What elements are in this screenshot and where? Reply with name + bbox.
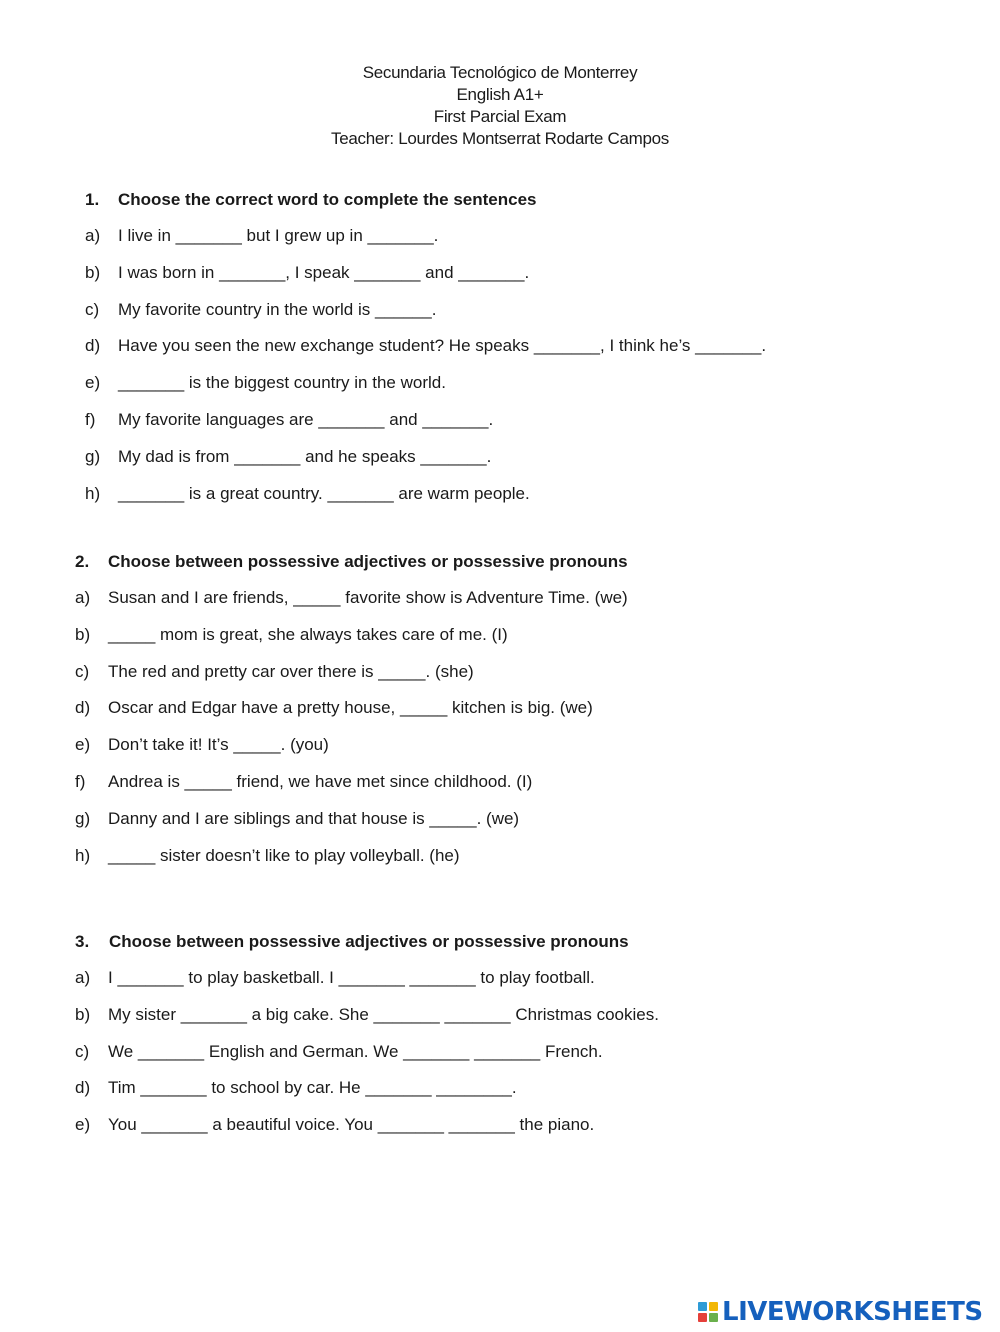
- exam-title: First Parcial Exam: [433, 107, 567, 126]
- question-item: [85, 370, 536, 407]
- item-text: _______ is a great country. _______ are warm people.: [118, 483, 530, 503]
- question-list: [75, 585, 628, 879]
- liveworksheets-logo-icon: [698, 1302, 718, 1322]
- item-text: I _______ to play basketball. I _______ _______ to play football.: [108, 968, 595, 987]
- item-text: Susan and I are friends, _____ favorite show is Adventure Time. (we): [108, 588, 628, 607]
- question-item: [75, 585, 628, 622]
- item-text: Have you seen the new exchange student? He speaks _______, I think he’s _______.: [118, 336, 767, 356]
- question-item: [75, 622, 628, 659]
- item-text: You _______ a beautiful voice. You _______ _______ the piano.: [108, 1115, 595, 1135]
- item-text: I live in _______ but I grew up in _______.: [118, 226, 439, 245]
- section-heading: Choose the correct word to complete the sentences: [118, 190, 537, 209]
- question-item: [75, 806, 628, 843]
- question-item: [85, 481, 536, 518]
- item-text: Andrea is _____ friend, we have met since childhood. (I): [108, 771, 533, 791]
- item-text: The red and pretty car over there is _____. (she): [108, 661, 474, 681]
- item-letter: a): [75, 588, 91, 607]
- question-item: [75, 843, 628, 880]
- item-letter: d): [85, 336, 101, 356]
- section-number: 2.: [75, 552, 90, 571]
- logo-square-green: [709, 1313, 718, 1322]
- question-list: [75, 965, 659, 1149]
- section-1: [85, 187, 767, 517]
- question-item: [75, 1039, 629, 1076]
- item-text: Oscar and Edgar have a pretty house, _____ kitchen is big. (we): [108, 698, 593, 718]
- item-text: _______ is the biggest country in the world.: [118, 373, 446, 393]
- item-letter: f): [75, 771, 86, 791]
- question-list: [85, 223, 767, 517]
- item-letter: b): [85, 262, 101, 282]
- item-letter: d): [75, 698, 91, 718]
- item-letter: g): [85, 446, 101, 466]
- question-item: [75, 769, 628, 806]
- question-item: [85, 297, 536, 334]
- teacher-name: Teacher: Lourdes Montserrat Rodarte Campos: [331, 129, 669, 148]
- liveworksheets-wordmark: LIVEWORKSHEETS: [722, 1297, 983, 1327]
- item-letter: h): [75, 845, 91, 865]
- section-heading: Choose between possessive adjectives or possessive pronouns: [108, 552, 628, 571]
- section-heading: Choose between possessive adjectives or possessive pronouns: [109, 932, 629, 951]
- question-item: [75, 732, 628, 769]
- item-letter: h): [85, 483, 101, 503]
- item-text: We _______ English and German. We _______ _______ French.: [108, 1041, 603, 1061]
- item-letter: a): [85, 226, 101, 245]
- item-letter: a): [75, 968, 91, 987]
- item-letter: e): [75, 735, 91, 755]
- item-text: I was born in _______, I speak _______ and _______.: [118, 262, 530, 282]
- school-name: Secundaria Tecnológico de Monterrey: [362, 63, 638, 82]
- question-item: [75, 1075, 629, 1112]
- logo-square-red: [698, 1313, 707, 1322]
- item-letter: g): [75, 808, 91, 828]
- item-text: My dad is from _______ and he speaks _______.: [118, 446, 492, 466]
- logo-square-blue: [698, 1302, 707, 1311]
- item-text: My favorite languages are _______ and _______.: [118, 409, 494, 429]
- item-letter: e): [75, 1115, 91, 1135]
- item-letter: d): [75, 1078, 91, 1098]
- item-text: Don’t take it! It’s _____. (you): [108, 735, 329, 755]
- course-name: English A1+: [456, 85, 544, 104]
- item-text: Tim _______ to school by car. He _______ ________.: [108, 1078, 517, 1098]
- item-letter: e): [85, 373, 101, 393]
- question-item: [75, 695, 628, 732]
- item-text: My sister _______ a big cake. She _______ _______ Christmas cookies.: [108, 1004, 659, 1024]
- item-text: _____ mom is great, she always takes care of me. (I): [108, 624, 508, 644]
- question-item: [85, 333, 767, 370]
- item-letter: c): [85, 299, 100, 319]
- question-item: [85, 223, 536, 260]
- question-item: [85, 260, 536, 297]
- logo-square-yellow: [709, 1302, 718, 1311]
- item-letter: b): [75, 624, 91, 644]
- question-item: [75, 965, 629, 1002]
- item-letter: b): [75, 1004, 91, 1024]
- item-text: My favorite country in the world is ______.: [118, 299, 437, 319]
- section-title: [75, 549, 628, 575]
- question-item: [85, 407, 536, 444]
- liveworksheets-branding: [698, 1298, 983, 1326]
- section-title: [85, 187, 536, 213]
- section-number: 1.: [85, 190, 100, 209]
- item-text: Danny and I are siblings and that house is _____. (we): [108, 808, 520, 828]
- section-number: 3.: [75, 932, 90, 951]
- question-item: [75, 1112, 629, 1149]
- item-letter: f): [85, 409, 96, 429]
- section-3: [75, 929, 659, 1149]
- section-title: [75, 929, 629, 955]
- worksheet-header: [0, 62, 1000, 150]
- question-item: [75, 659, 628, 696]
- item-letter: c): [75, 661, 90, 681]
- question-item: [85, 444, 536, 481]
- item-letter: c): [75, 1041, 90, 1061]
- question-item: [75, 1002, 659, 1039]
- section-2: [75, 549, 628, 879]
- item-text: _____ sister doesn’t like to play volleyball. (he): [108, 845, 460, 865]
